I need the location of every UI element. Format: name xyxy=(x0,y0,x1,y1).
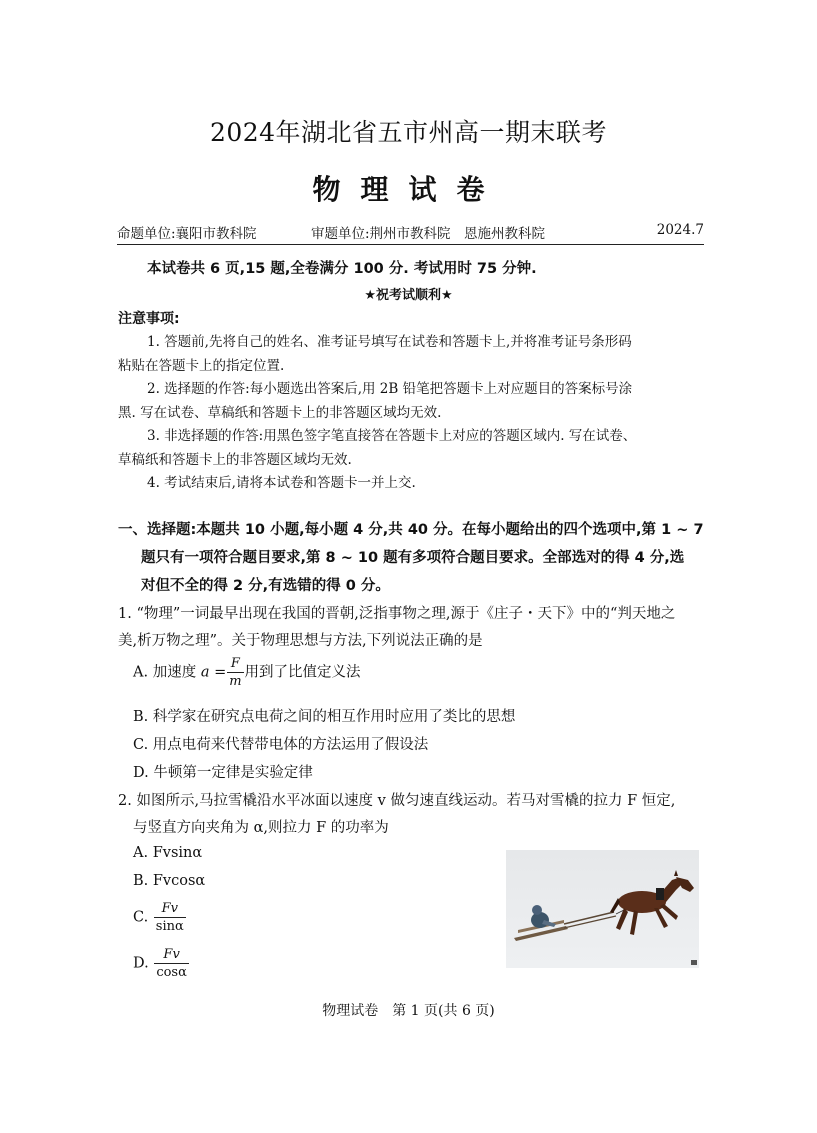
q1-option-a-fraction xyxy=(227,657,243,688)
q2-option-c-numerator: Fv xyxy=(154,902,186,918)
header-divider xyxy=(117,244,704,245)
section-1-line-2: 题只有一项符合题目要求,第 8 ~ 10 题有多项符合题目要求。全部选对的得 4 分,选 xyxy=(141,550,685,566)
q2-stem-line-1: 2. 如图所示,马拉雪橇沿水平冰面以速度 v 做匀速直线运动。若马对雪橇的拉力 F 恒定, xyxy=(118,793,676,809)
q1-stem-line-1: 1. “物理”一词最早出现在我国的晋朝,泛指事物之理,源于《庄子・天下》中的“判天地之 xyxy=(118,606,676,622)
q2-option-a: A. Fvsinα xyxy=(133,845,203,861)
q1-stem-line-2: 美,析万物之理”。关于物理思想与方法,下列说法正确的是 xyxy=(118,633,483,649)
q1-option-a xyxy=(133,657,361,688)
exam-subtitle: 物理试卷 xyxy=(312,173,505,206)
q1-option-c: C. 用点电荷来代替带电体的方法运用了假设法 xyxy=(133,737,429,753)
q1-option-a-suffix: 用到了比值定义法 xyxy=(244,664,361,681)
section-1-line-1: 一、选择题:本题共 10 小题,每小题 4 分,共 40 分。在每小题给出的四个选项中,第 1 ~ 7 xyxy=(118,522,704,538)
q1-option-a-numerator: F xyxy=(227,657,243,673)
note-1-line-1: 1. 答题前,先将自己的姓名、准考证号填写在试卷和答题卡上,并将准考证号条形码 xyxy=(147,334,632,350)
q1-option-a-prefix: A. 加速度 xyxy=(133,664,197,681)
q2-option-c-denominator: sinα xyxy=(155,919,184,934)
q2-option-c-fraction xyxy=(154,902,186,933)
q2-option-d-numerator: Fv xyxy=(154,948,189,964)
page-footer: 物理试卷 第 1 页(共 6 页) xyxy=(322,1003,495,1019)
note-3-line-2: 草稿纸和答题卡上的非答题区域均无效. xyxy=(118,452,352,468)
q2-option-c xyxy=(133,902,187,933)
horse-sled-photo xyxy=(506,850,699,968)
q1-option-b: B. 科学家在研究点电荷之间的相互作用时应用了类比的思想 xyxy=(133,709,516,725)
section-1-line-3: 对但不全的得 2 分,有选错的得 0 分。 xyxy=(141,578,390,594)
note-3-line-1: 3. 非选择题的作答:用黑色签字笔直接答在答题卡上对应的答题区域内. 写在试卷、 xyxy=(147,428,637,444)
reviewer-unit: 审题单位:荆州市教科院 恩施州教科院 xyxy=(311,226,546,242)
q2-option-d-fraction xyxy=(154,948,189,979)
q2-option-d xyxy=(133,948,190,979)
q2-option-c-label: C. xyxy=(133,909,149,926)
setter-unit: 命题单位:襄阳市教科院 xyxy=(117,226,257,242)
notes-heading: 注意事项: xyxy=(118,311,180,327)
q1-option-a-denominator: m xyxy=(229,674,242,689)
note-2-line-2: 黑. 写在试卷、草稿纸和答题卡上的非答题区域均无效. xyxy=(118,405,442,421)
q2-option-d-label: D. xyxy=(133,955,149,972)
note-2-line-1: 2. 选择题的作答:每小题选出答案后,用 2B 铅笔把答题卡上对应题目的答案标号涂 xyxy=(147,381,633,397)
q2-stem-line-2: 与竖直方向夹角为 α,则拉力 F 的功率为 xyxy=(133,820,389,836)
note-1-line-2: 粘贴在答题卡上的指定位置. xyxy=(118,358,285,374)
exam-title: 2024年湖北省五市州高一期末联考 xyxy=(209,118,608,147)
good-luck-banner: ★祝考试顺利★ xyxy=(364,288,453,303)
q1-option-d: D. 牛顿第一定律是实验定律 xyxy=(133,765,313,781)
photo-watermark-mark xyxy=(691,960,697,965)
q2-option-d-denominator: cosα xyxy=(156,965,187,980)
q2-option-b: B. Fvcosα xyxy=(133,873,206,889)
exam-summary: 本试卷共 6 页,15 题,全卷满分 100 分. 考试用时 75 分钟. xyxy=(147,261,537,277)
q1-option-a-formula: a = xyxy=(200,664,227,681)
exam-date: 2024.7 xyxy=(656,222,704,238)
note-4-line-1: 4. 考试结束后,请将本试卷和答题卡一并上交. xyxy=(147,475,416,491)
